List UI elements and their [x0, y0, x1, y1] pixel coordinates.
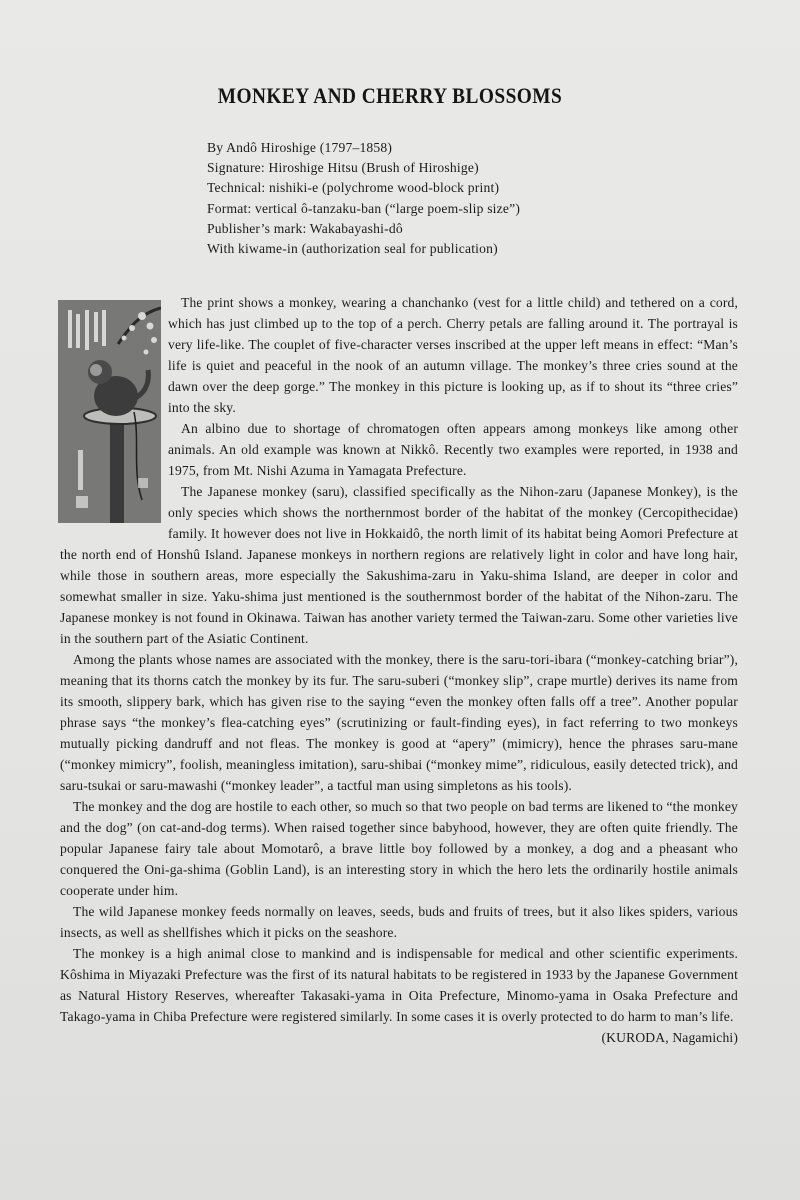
page-title: MONKEY AND CHERRY BLOSSOMS	[217, 82, 563, 108]
image-spacer	[60, 292, 168, 528]
meta-signature: Signature: Hiroshige Hitsu (Brush of Hiroshige)	[207, 160, 479, 176]
print-metadata	[207, 138, 520, 259]
meta-publisher: Publisher’s mark: Wakabayashi-dô	[207, 220, 403, 236]
meta-technical: Technical: nishiki-e (polychrome wood-block print)	[207, 180, 500, 196]
paragraph-6: The wild Japanese monkey feeds normally on leaves, seeds, buds and fruits of trees, but it also likes spiders, various insects, as well as shellfishes which it picks on the seashore.	[60, 904, 738, 940]
paragraph-2: An albino due to shortage of chromatogen often appears among monkeys like among other animals. An old example was known at Nikkô. Recently two examples were reported, in 1938 and 1975, from Mt. Nishi Azuma in Yamagata Prefecture.	[168, 421, 738, 478]
paragraph-7-text: The monkey is a high animal close to mankind and is indispensable for medical and other scientific experiments. Kôshima in Miyazaki Prefecture was the first of its natural habitats to be registered in 1933 by the Japanese Government as Natural History Reserves, whereafter Takasaki-yama in Oita Prefecture, Minomo-yama in Osaka Prefecture and Takago-yama in Chiba Prefecture were registered similarly. In some cases it is overly protected to do harm to man’s life.	[60, 946, 738, 1024]
meta-format: Format: vertical ô-tanzaku-ban (“large poem-slip size”)	[207, 200, 521, 216]
author-credit: (KURODA, Nagamichi)	[601, 1030, 738, 1045]
paragraph-1: The print shows a monkey, wearing a chanchanko (vest for a little child) and tethered on a cord, which has just climbed up to the top of a perch. Cherry petals are falling around it. The portrayal is very life-like. The couplet of five-character verses inscribed at the upper left means in effect: “Man’s life is quiet and peaceful in the nook of an autumn village. The monkey’s three cries sound at the dawn over the deep gorge.” The monkey in this picture is looking up, as if to shout its “three cries” into the sky.	[168, 295, 738, 415]
paragraph-4: Among the plants whose names are associated with the monkey, there is the saru-tori-ibara (“monkey-catching briar”), meaning that its thorns catch the monkey by its fur. The saru-suberi (“monkey slip”, crape murtle) derives its name from its smooth, slippery bark, which has given rise to the saying “even the monkey often falls off a tree”. Another popular phrase says “the monkey’s flea-catching eyes” (scrutinizing or fault-finding eyes), in fact referring to two monkeys mutually picking dandruff and not fleas. The monkey is good at “apery” (mimicry), hence the phrases saru-mane (“monkey mimicry”, foolish, meaningless imitation), saru-shibai (“monkey mime”, ridiculous, easily detected trick), and saru-tsukai or saru-mawashi (“monkey leader”, a tactful man using simpletons as his tools).	[60, 652, 738, 793]
article-body	[60, 292, 738, 1048]
paragraph-5: The monkey and the dog are hostile to each other, so much so that two people on bad terms are likened to “the monkey and the dog” (on cat-and-dog terms). When raised together since babyhood, however, they are often quite friendly. The popular Japanese fairy tale about Momotarô, a brave little boy followed by a monkey, a dog and a pheasant who conquered the Oni-ga-shima (Goblin Land), is an interesting story in which the hero lets the ordinarily hostile animals cooperate under him.	[60, 799, 738, 898]
paragraph-7	[60, 943, 738, 1045]
meta-artist: By Andô Hiroshige (1797–1858)	[207, 140, 393, 155]
meta-seal: With kiwame-in (authorization seal for publication)	[207, 241, 498, 257]
paragraph-3: The Japanese monkey (saru), classified specifically as the Nihon-zaru (Japanese Monkey), is the only species which shows the northernmost border of the habitat of the monkey (Cercopithecidae) family. It however does not live in Hokkaidô, the north limit of its habitat being Aomori Prefecture at the north end of Honshû Island. Japanese monkeys in northern regions are relatively light in color and have long hair, while those in southern areas, more especially the Sakushima-zaru in Yaku-shima Island, are deeper in color and somewhat smaller in size. Yaku-shima just mentioned is the southernmost border of the habitat of the Nihon-zaru. The Japanese monkey is not found in Okinawa. Taiwan has another variety termed the Taiwan-zaru. Some other varieties live in the southern part of the Asiatic Continent.	[60, 484, 738, 646]
